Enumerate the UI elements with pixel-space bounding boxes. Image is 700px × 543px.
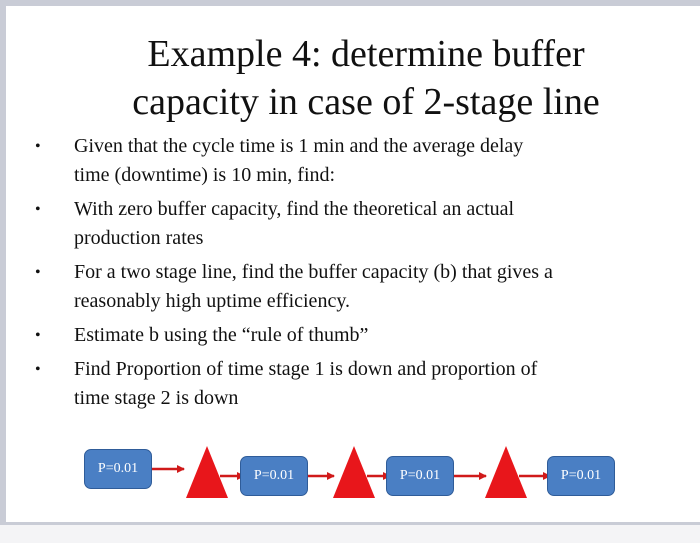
- bullet-marker: •: [35, 361, 41, 378]
- bullet-item: [6, 195, 554, 253]
- bullet-item: [6, 132, 554, 190]
- bullet-text: Find Proportion of time stage 1 is down and proportion of time stage 2 is down: [74, 358, 538, 409]
- bullet-item: [6, 321, 554, 350]
- bullet-item: [6, 355, 554, 413]
- station-box: P=0.01: [386, 456, 454, 496]
- bullet-text: For a two stage line, find the buffer capacity (b) that gives a reasonably high uptime efficiency.: [74, 261, 553, 312]
- buffer-triangle: [186, 446, 228, 498]
- bullet-marker: •: [35, 201, 41, 218]
- bullet-text: With zero buffer capacity, find the theoretical an actual production rates: [74, 198, 515, 249]
- slide-title-line-2: capacity in case of 2-stage line: [132, 81, 600, 123]
- buffer-triangle: [333, 446, 375, 498]
- slide-title: [66, 30, 666, 126]
- bullet-list: [6, 132, 700, 418]
- bullet-text: Estimate b using the “rule of thumb”: [74, 324, 369, 346]
- station-box: P=0.01: [240, 456, 308, 496]
- station-box: P=0.01: [547, 456, 615, 496]
- buffer-triangle: [485, 446, 527, 498]
- bullet-marker: •: [35, 138, 41, 155]
- bullet-marker: •: [35, 264, 41, 281]
- slide: [6, 6, 700, 522]
- production-line-diagram: [6, 436, 700, 516]
- slide-title-line-1: Example 4: determine buffer: [147, 33, 585, 75]
- next-slide-strip: [0, 522, 700, 543]
- station-box: P=0.01: [84, 449, 152, 489]
- bullet-text: Given that the cycle time is 1 min and the average delay time (downtime) is 10 min, find:: [74, 135, 524, 186]
- bullet-item: [6, 258, 554, 316]
- bullet-marker: •: [35, 327, 41, 344]
